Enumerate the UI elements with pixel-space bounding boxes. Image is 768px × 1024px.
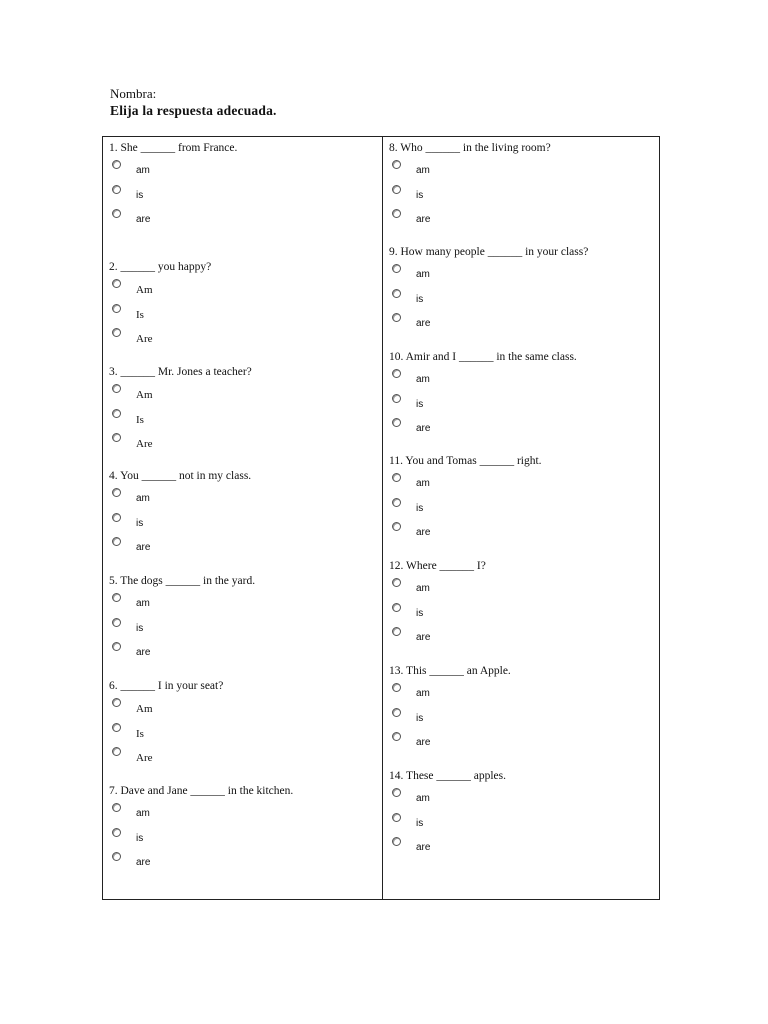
option-label: Am <box>136 284 153 296</box>
option-label: is <box>416 712 424 724</box>
radio-button[interactable] <box>112 433 121 442</box>
radio-button[interactable] <box>112 723 121 732</box>
option-label: are <box>416 737 431 749</box>
option-label: are <box>416 318 431 330</box>
question-6 <box>109 680 379 780</box>
answer-option[interactable] <box>389 813 509 835</box>
option-label: Are <box>136 752 153 765</box>
option-label: are <box>416 423 431 435</box>
radio-button[interactable] <box>392 837 401 846</box>
option-label: Am <box>136 703 153 715</box>
option-label: is <box>416 293 424 305</box>
answer-option[interactable] <box>109 803 229 825</box>
radio-button[interactable] <box>392 498 401 507</box>
radio-button[interactable] <box>112 328 121 337</box>
answer-option[interactable] <box>109 642 229 664</box>
quiz-table <box>102 136 660 900</box>
question-text: 11. You and Tomas ______ right. <box>389 455 542 467</box>
radio-button[interactable] <box>392 418 401 427</box>
question-3 <box>389 351 659 451</box>
question-2 <box>389 246 659 346</box>
answer-option[interactable] <box>389 603 509 625</box>
question-6 <box>389 665 659 765</box>
question-text: 6. ______ I in your seat? <box>109 680 224 692</box>
answer-option[interactable] <box>389 627 509 649</box>
radio-button[interactable] <box>392 313 401 322</box>
answer-option[interactable] <box>389 209 509 231</box>
option-label: is <box>136 517 144 529</box>
option-label: am <box>416 269 430 280</box>
name-label: Nombra: <box>110 86 157 101</box>
answer-option[interactable] <box>109 828 229 850</box>
answer-option[interactable] <box>389 289 509 311</box>
option-label: is <box>136 622 144 634</box>
question-7 <box>389 770 659 870</box>
option-label: is <box>136 832 144 844</box>
column-divider <box>382 137 383 899</box>
answer-option[interactable] <box>109 433 229 455</box>
answer-option[interactable] <box>109 852 229 874</box>
question-text: 14. These ______ apples. <box>389 770 507 782</box>
answer-option[interactable] <box>389 498 509 520</box>
question-1 <box>109 142 379 242</box>
option-label: is <box>416 607 424 619</box>
option-label: is <box>136 189 144 201</box>
radio-button[interactable] <box>392 185 401 194</box>
radio-button[interactable] <box>392 813 401 822</box>
answer-option[interactable] <box>109 328 229 350</box>
answer-option[interactable] <box>389 837 509 859</box>
option-label: Are <box>136 438 153 451</box>
question-text: 3. ______ Mr. Jones a teacher? <box>109 366 252 378</box>
answer-option[interactable] <box>109 488 229 510</box>
question-text: 12. Where ______ I? <box>389 560 486 572</box>
radio-button[interactable] <box>112 803 121 812</box>
answer-option[interactable] <box>389 160 509 182</box>
radio-button[interactable] <box>112 747 121 756</box>
option-label: am <box>416 793 430 804</box>
answer-option[interactable] <box>389 578 509 600</box>
radio-button[interactable] <box>112 618 121 627</box>
radio-button[interactable] <box>392 683 401 692</box>
option-label: Are <box>136 333 153 346</box>
question-text: 7. Dave and Jane ______ in the kitchen. <box>109 785 294 797</box>
option-label: is <box>416 817 424 829</box>
question-7 <box>109 785 379 885</box>
option-label: are <box>416 214 431 226</box>
question-text: 13. This ______ an Apple. <box>389 665 511 677</box>
answer-option[interactable] <box>109 723 229 745</box>
answer-option[interactable] <box>389 369 509 391</box>
radio-button[interactable] <box>112 537 121 546</box>
radio-button[interactable] <box>112 384 121 393</box>
option-label: are <box>136 542 151 554</box>
answer-option[interactable] <box>109 537 229 559</box>
question-2 <box>109 261 379 361</box>
answer-option[interactable] <box>389 473 509 495</box>
option-label: Is <box>136 413 144 426</box>
answer-option[interactable] <box>389 788 509 810</box>
option-label: Is <box>136 308 144 321</box>
radio-button[interactable] <box>392 732 401 741</box>
option-label: am <box>416 688 430 699</box>
question-4 <box>109 470 379 570</box>
radio-button[interactable] <box>392 264 401 273</box>
question-5 <box>389 560 659 660</box>
radio-button[interactable] <box>392 209 401 218</box>
question-text: 5. The dogs ______ in the yard. <box>109 575 256 587</box>
answer-option[interactable] <box>109 593 229 615</box>
answer-option[interactable] <box>109 747 229 769</box>
option-label: am <box>136 165 150 176</box>
option-label: Am <box>136 389 153 401</box>
question-5 <box>109 575 379 675</box>
answer-option[interactable] <box>389 264 509 286</box>
answer-option[interactable] <box>109 209 229 231</box>
radio-button[interactable] <box>392 394 401 403</box>
answer-option[interactable] <box>389 313 509 335</box>
radio-button[interactable] <box>392 369 401 378</box>
option-label: are <box>416 842 431 854</box>
radio-button[interactable] <box>112 852 121 861</box>
answer-option[interactable] <box>109 304 229 326</box>
answer-option[interactable] <box>389 418 509 440</box>
radio-button[interactable] <box>112 160 121 169</box>
option-label: am <box>416 374 430 385</box>
question-text: 9. How many people ______ in your class? <box>389 246 589 258</box>
answer-option[interactable] <box>389 683 509 705</box>
radio-button[interactable] <box>112 488 121 497</box>
option-label: is <box>416 189 424 201</box>
answer-option[interactable] <box>109 384 229 406</box>
radio-button[interactable] <box>112 409 121 418</box>
answer-option[interactable] <box>389 708 509 730</box>
answer-option[interactable] <box>389 394 509 416</box>
answer-option[interactable] <box>109 185 229 207</box>
radio-button[interactable] <box>392 578 401 587</box>
option-label: are <box>136 857 151 869</box>
question-text: 8. Who ______ in the living room? <box>389 142 551 154</box>
option-label: are <box>136 214 151 226</box>
option-label: are <box>416 527 431 539</box>
option-label: am <box>136 598 150 609</box>
radio-button[interactable] <box>392 473 401 482</box>
option-label: Is <box>136 727 144 740</box>
answer-option[interactable] <box>109 698 229 720</box>
answer-option[interactable] <box>389 522 509 544</box>
question-text: 2. ______ you happy? <box>109 261 212 273</box>
question-text: 10. Amir and I ______ in the same class. <box>389 351 577 363</box>
option-label: am <box>136 493 150 504</box>
answer-option[interactable] <box>389 732 509 754</box>
radio-button[interactable] <box>392 603 401 612</box>
question-1 <box>389 142 659 242</box>
radio-button[interactable] <box>112 828 121 837</box>
option-label: am <box>416 478 430 489</box>
radio-button[interactable] <box>112 513 121 522</box>
question-text: 1. She ______ from France. <box>109 142 238 154</box>
radio-button[interactable] <box>392 289 401 298</box>
radio-button[interactable] <box>112 185 121 194</box>
radio-button[interactable] <box>112 642 121 651</box>
option-label: am <box>416 165 430 176</box>
instruction-heading: Elija la respuesta adecuada. <box>110 103 277 118</box>
answer-option[interactable] <box>109 409 229 431</box>
radio-button[interactable] <box>112 279 121 288</box>
option-label: are <box>416 632 431 644</box>
answer-option[interactable] <box>389 185 509 207</box>
radio-button[interactable] <box>392 708 401 717</box>
answer-option[interactable] <box>109 618 229 640</box>
option-label: am <box>416 583 430 594</box>
option-label: is <box>416 502 424 514</box>
option-label: is <box>416 398 424 410</box>
answer-option[interactable] <box>109 160 229 182</box>
option-label: am <box>136 808 150 819</box>
question-text: 4. You ______ not in my class. <box>109 470 252 482</box>
radio-button[interactable] <box>392 160 401 169</box>
radio-button[interactable] <box>392 627 401 636</box>
radio-button[interactable] <box>112 209 121 218</box>
radio-button[interactable] <box>112 304 121 313</box>
answer-option[interactable] <box>109 279 229 301</box>
radio-button[interactable] <box>392 788 401 797</box>
answer-option[interactable] <box>109 513 229 535</box>
question-4 <box>389 455 659 555</box>
option-label: are <box>136 647 151 659</box>
question-3 <box>109 366 379 466</box>
radio-button[interactable] <box>112 593 121 602</box>
radio-button[interactable] <box>392 522 401 531</box>
radio-button[interactable] <box>112 698 121 707</box>
